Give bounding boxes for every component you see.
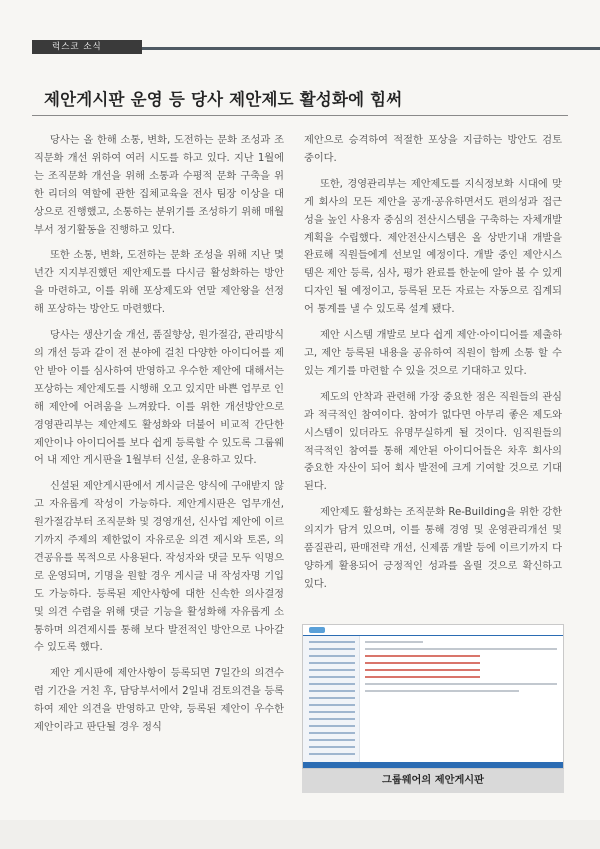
page-bottom-shade — [0, 820, 600, 849]
groupware-board-list — [365, 641, 557, 762]
paragraph: 제안 시스템 개발로 보다 쉽게 제안·아이디어를 제출하고, 제안 등록된 내용을 공유하여 직원이 함께 소통 할 수 있는 계기를 마련할 수 있을 것으로 기대하고 있다. — [304, 330, 562, 377]
paragraph: 또한, 경영관리부는 제안제도를 지식정보화 시대에 맞게 회사의 모든 제안을 공개·공유하면서도 편의성과 접근성을 높인 사용자 중심의 전산시스템을 구축하는 자체개발계획을 수립했다. 제안전산시스템은 올 상반기내 개발을 완료해 직원들에게 선보일 예정이다. 개발 중인 제안시스템은 제안 등록, 심사, 평가 완료를 한눈에 알아 볼 수 있게 디자인 될 예정이고, 등록된 모든 자료는 자동으로 집계되어 통계를 낼 수 있도록 설계 됐다. — [304, 178, 562, 316]
title-divider — [32, 115, 568, 116]
paragraph: 당사는 생산기술 개선, 품질향상, 원가절감, 관리방식의 개선 등과 같이 전 분야에 걸친 다양한 아이디어를 제안 받아 이를 심사하여 반영하고 우수한 제안에 대해서는 포상하는 제안제도를 시행해 오고 있지만 바쁜 업무로 인해 제안에 어려움을 느껴왔다. 이를 위한 개선방안으로 경영관리부는 제안제도 활성화와 더불어 비교적 간단한 제안이나 아이디어를 보다 쉽게 등록할 수 있도록 그룹웨어 내 제안 게시판을 1월부터 신설, 운용하고 있다. — [34, 330, 284, 467]
groupware-footer — [303, 762, 563, 768]
header-rule — [142, 47, 600, 50]
left-column — [34, 132, 284, 745]
paragraph: 제도의 안착과 관련해 가장 중요한 점은 직원들의 관심과 적극적인 참여이다. 참여가 없다면 아무리 좋은 제도와 시스템이 있더라도 유명무실하게 될 것이다. 임직원들의 적극적인 참여를 통해 제안된 아이디어들은 차후 회사의 중요한 자산이 되어 회사 발전에 크게 기여할 것으로 기대된다. — [304, 391, 562, 493]
paragraph: 신설된 제안게시판에서 게시글은 양식에 구애받지 않고 자유롭게 작성이 가능하다. 제안게시판은 업무개선, 원가절감부터 조직문화 및 경영개선, 신사업 제안에 이르기까지 주제의 제한없이 자유로운 의견 제시와 토론, 의견공유를 목적으로 사용된다. 작성자와 댓글 모두 익명으로 운영되며, 기명을 원할 경우 게시글 내 작성자명 기입도 가능하다. 등록된 제안사항에 대한 신속한 의사결정 및 의견 수렴을 위해 댓글 기능을 활성화해 자유롭게 소통하며 의견제시를 통해 보다 발전적인 방안으로 나아갈 수 있도록 했다. — [34, 481, 284, 654]
section-label: 럭스코 소식 — [32, 40, 142, 54]
groupware-topbar — [303, 625, 563, 636]
groupware-sidebar — [303, 636, 360, 766]
figure-caption: 그룹웨어의 제안게시판 — [302, 769, 564, 793]
paragraph: 제안제도 활성화는 조직문화 Re-Building을 위한 강한 의지가 담겨 있으며, 이를 통해 경영 및 운영관리개선 및 품질관리, 판매전략 개선, 신제품 개발 등에 이르기까지 다양하게 활용되어 긍정적인 성과를 올릴 것으로 확신하고 있다. — [304, 507, 562, 590]
groupware-logo-icon — [309, 627, 325, 633]
paragraph: 제안으로 승격하여 적절한 포상을 지급하는 방안도 검토 중이다. — [304, 135, 562, 164]
paragraph: 또한 소통, 변화, 도전하는 문화 조성을 위해 지난 몇 년간 지지부진했던 제안제도를 다시금 활성화하는 방안을 마련하고, 이를 위해 포상제도와 연말 제안왕을 선정해 포상하는 방안도 마련했다. — [34, 250, 284, 316]
article-title: 제안게시판 운영 등 당사 제안제도 활성화에 힘써 — [44, 90, 403, 109]
paragraph: 당사는 올 한해 소통, 변화, 도전하는 문화 조성과 조직문화 개선 위하여 여러 시도를 하고 있다. 지난 1월에는 조직문화 개선을 위해 소통과 수평적 문화 구축을 위한 리더의 역할에 관한 집체교육을 전사 팀장 이상을 대상으로 진행했고, 소통하는 분위기를 조성하기 위해 매월 부서 정기활동을 진행하고 있다. — [34, 135, 284, 236]
paragraph: 제안 게시판에 제안사항이 등록되면 7일간의 의견수렴 기간을 거친 후, 담당부서에서 2일내 검토의견을 등록하여 제안 의견을 반영하고 만약, 등록된 제안이 우수한 제안이라고 판단될 경우 정식 — [34, 668, 284, 734]
groupware-screenshot — [302, 624, 564, 769]
right-column — [304, 132, 562, 602]
